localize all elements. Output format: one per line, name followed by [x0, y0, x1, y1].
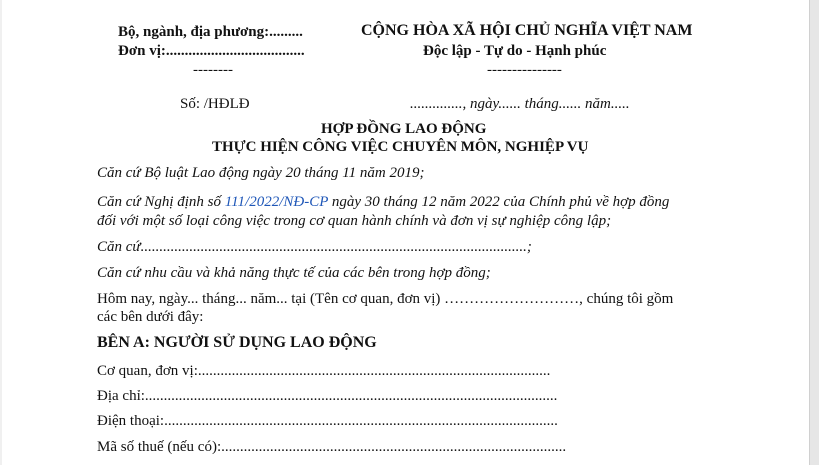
today-line-2: các bên dưới đây: [97, 309, 204, 325]
party-a-agency: Cơ quan, đơn vị:.............................................................................................. [97, 363, 551, 379]
country-name: CỘNG HÒA XÃ HỘI CHỦ NGHĨA VIỆT NAM [361, 22, 693, 39]
basis-decree-suffix: ngày 30 tháng 12 năm 2022 của Chính phủ về hợp đồng [328, 194, 670, 210]
left-margin [0, 0, 2, 465]
basis-decree-prefix: Căn cứ Nghị định số [97, 194, 225, 210]
basis-decree [97, 193, 669, 211]
party-a-heading: BÊN A: NGƯỜI SỬ DỤNG LAO ĐỘNG [97, 334, 377, 351]
national-motto: Độc lập - Tự do - Hạnh phúc [423, 43, 607, 59]
basis-needs: Căn cứ nhu cầu và khả năng thực tế của các bên trong hợp đồng; [97, 265, 491, 281]
header-right-divider: --------------- [487, 62, 562, 78]
document-subtitle: THỰC HIỆN CÔNG VIỆC CHUYÊN MÔN, NGHIỆP VỤ [212, 139, 589, 155]
header-left-divider: -------- [193, 62, 233, 78]
party-a-phone: Điện thoại:......................................................................................................... [97, 413, 558, 429]
document-title: HỢP ĐỒNG LAO ĐỘNG [321, 121, 487, 137]
date-place: .............., ngày...... tháng...... năm..... [410, 96, 630, 112]
basis-labor-code: Căn cứ Bộ luật Lao động ngày 20 tháng 11 năm 2019; [97, 165, 425, 181]
ministry-line: Bộ, ngành, địa phương:......... [118, 24, 303, 40]
unit-line: Đơn vị:..................................... [118, 43, 305, 59]
basis-other: Căn cứ.......................................................................................................; [97, 239, 532, 255]
contract-number: Số: /HĐLĐ [180, 96, 250, 112]
party-a-tax: Mã số thuế (nếu có):............................................................................................ [97, 439, 567, 455]
right-scroll-edge[interactable] [809, 0, 819, 465]
today-line: Hôm nay, ngày... tháng... năm... tại (Tên cơ quan, đơn vị) ………………………, chúng tôi gồm [97, 291, 674, 307]
basis-decree-line2: đối với một số loại công việc trong cơ quan hành chính và đơn vị sự nghiệp công lập; [97, 213, 612, 229]
party-a-address: Địa chỉ:.............................................................................................................. [97, 388, 558, 404]
decree-link[interactable]: 111/2022/NĐ-CP [224, 194, 329, 210]
